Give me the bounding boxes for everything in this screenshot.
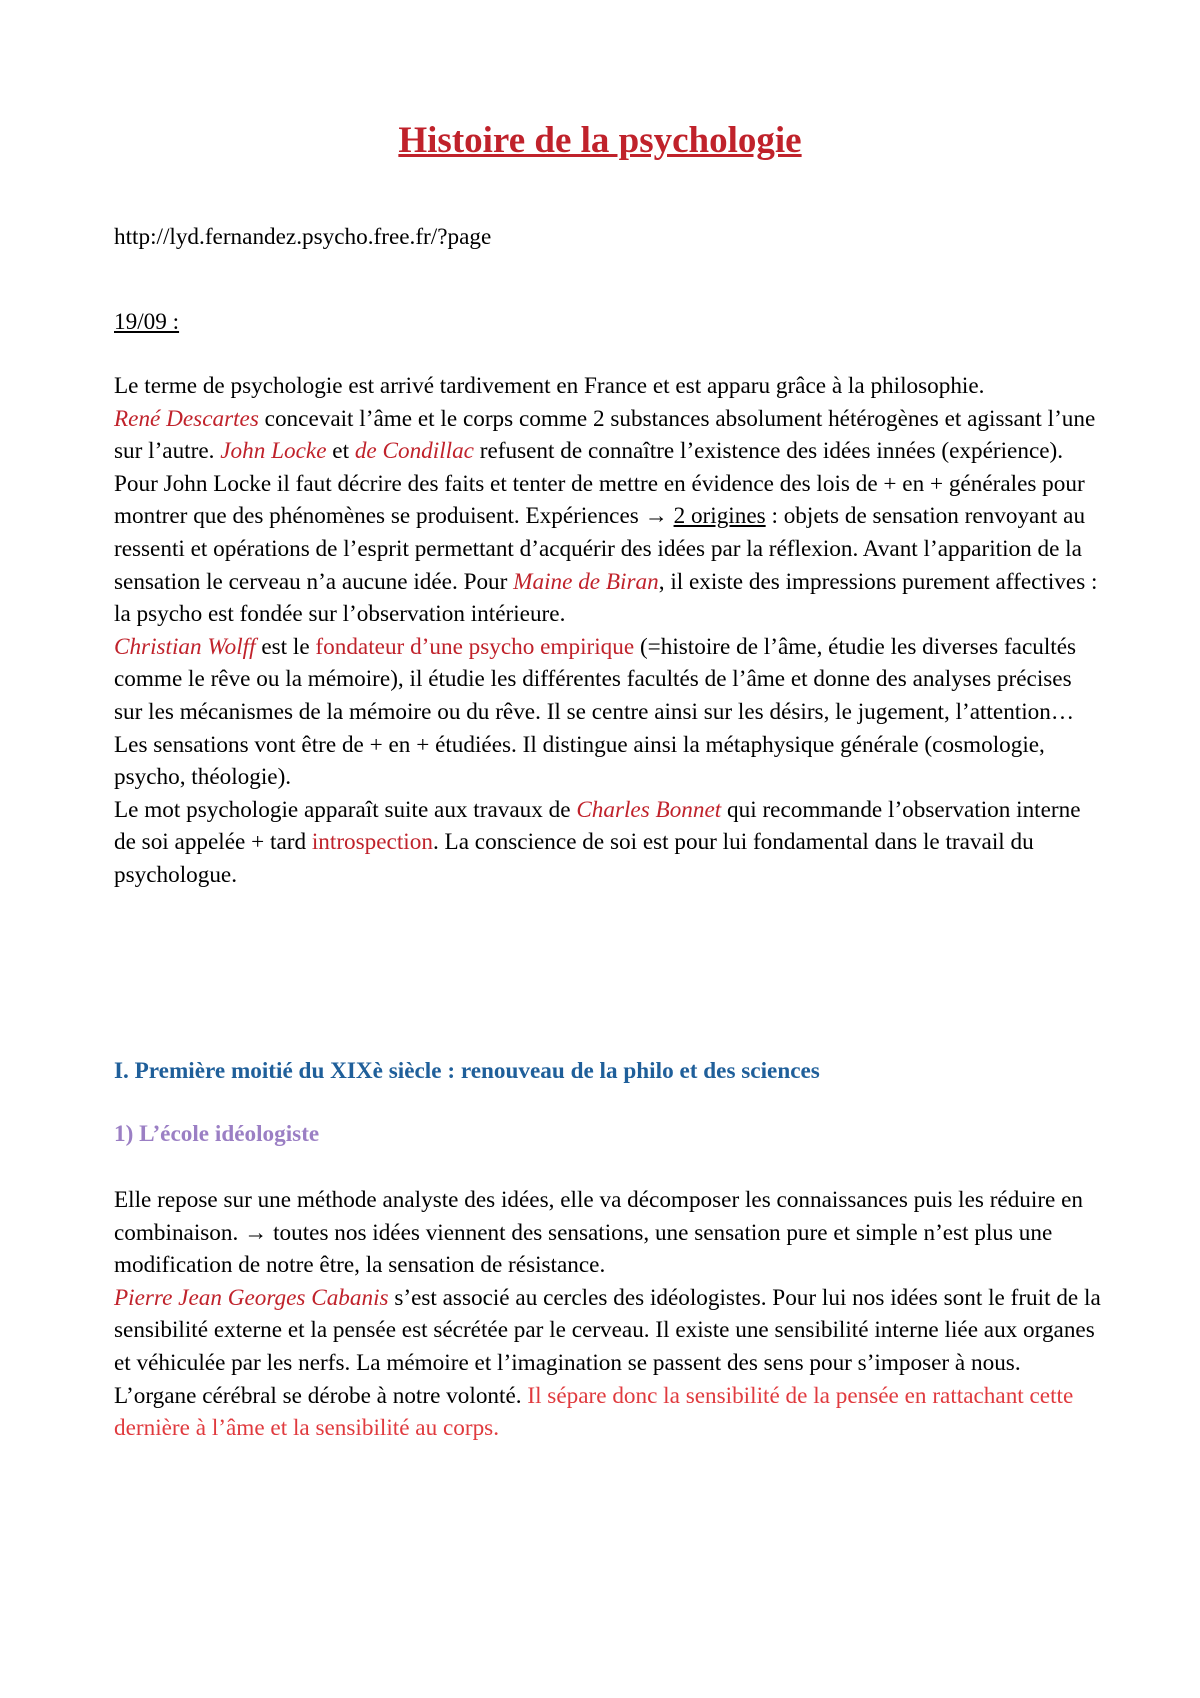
text-run: s’est associé au cercles des idéologistes. Pour lui nos idées sont le fruit de la sensibilité externe et la pensée est sécrétée par le cerveau. Il existe une sensibilité interne liée aux organes et véhiculée par les nerfs. La mémoire et l’imagination se passent des sens pour s’imposer à nous. L’organe cérébral se dérobe à notre volonté. xyxy=(114,1284,1101,1409)
date-label xyxy=(114,306,1104,339)
text-run: (=histoire de l’âme, étudie les diverses facultés comme le rêve ou la mémoire), il étudie les différentes facultés de l’âme et donne des analyses précises sur les mécanismes de la mémoire ou du rêve. Il se centre ainsi sur les désirs, le jugement, l’attention… Les sensations vont être de + en + étudiées. Il distingue ainsi la métaphysique générale (cosmologie, psycho, théologie). xyxy=(114,633,1077,791)
ideologist-section xyxy=(114,1184,1104,1445)
highlighted-sentence: Il sépare donc la sensibilité de la pensée en rattachant cette dernière à l’âme et la sensibilité au corps. xyxy=(114,1382,1074,1442)
intro-paragraph-2 xyxy=(114,403,1104,631)
text-run: refusent de connaître l’existence des idées innées (expérience). Pour John Locke il faut décrire des faits et tenter de mettre en évidence des lois de + en + générales pour montrer que des phénomènes se produisent. Expériences → xyxy=(114,438,1085,530)
page-title: Histoire de la psychologie xyxy=(398,120,802,161)
text-run: . La conscience de soi est pour lui fondamental dans le travail du psychologue. xyxy=(114,829,1034,888)
text-run: Le mot psychologie apparaît suite aux travaux de xyxy=(114,796,577,823)
date-text: 19/09 : xyxy=(114,309,180,335)
person-name-condillac: de Condillac xyxy=(354,438,474,465)
text-run: , il existe des impressions purement affectives : la psycho est fondée sur l’observation intérieure. xyxy=(114,568,1098,628)
underlined-origines: 2 origines xyxy=(673,503,766,530)
text-run: qui recommande l’observation interne de soi appelée + tard xyxy=(114,796,1081,856)
text-run: : objets de sensation renvoyant au ressenti et opérations de l’esprit permettant d’acquérir des idées par la réflexion. Avant l’apparition de la sensation le cerveau n’a aucune idée. Pour xyxy=(114,503,1086,595)
person-name-biran: Maine de Biran xyxy=(513,568,659,595)
person-name-locke: John Locke xyxy=(220,438,327,465)
intro-paragraph-1: Le terme de psychologie est arrivé tardivement en France et est apparu grâce à la philosophie. xyxy=(114,373,985,399)
person-name-wolff: Christian Wolff xyxy=(114,633,256,660)
wolff-role: fondateur d’une psycho empirique xyxy=(315,633,635,660)
intro-section xyxy=(114,370,1104,892)
section-heading-1: I. Première moitié du XIXè siècle : renouveau de la philo et des sciences xyxy=(114,1058,820,1084)
intro-paragraph-4 xyxy=(114,794,1104,892)
person-name-bonnet: Charles Bonnet xyxy=(576,796,722,823)
source-url: http://lyd.fernandez.psycho.free.fr/?page xyxy=(114,224,492,250)
person-name-descartes: René Descartes xyxy=(114,405,259,432)
intro-paragraph-3 xyxy=(114,631,1104,794)
subsection-heading-1: 1) L’école idéologiste xyxy=(114,1121,320,1147)
person-name-cabanis: Pierre Jean Georges Cabanis xyxy=(114,1284,389,1311)
introspection-term: introspection xyxy=(311,829,433,856)
text-run: et xyxy=(326,438,355,465)
text-run: concevait l’âme et le corps comme 2 substances absolument hétérogènes et agissant l’une sur l’autre. xyxy=(114,405,1096,465)
ideologist-paragraph-1: Elle repose sur une méthode analyste des idées, elle va décomposer les connaissances puis les réduire en combinaison. → toutes nos idées viennent des sensations, une sensation pure et simple n’est plus une modification de notre être, la sensation de résistance. xyxy=(114,1187,1084,1279)
text-run: est le xyxy=(255,633,316,660)
ideologist-paragraph-2 xyxy=(114,1282,1104,1445)
